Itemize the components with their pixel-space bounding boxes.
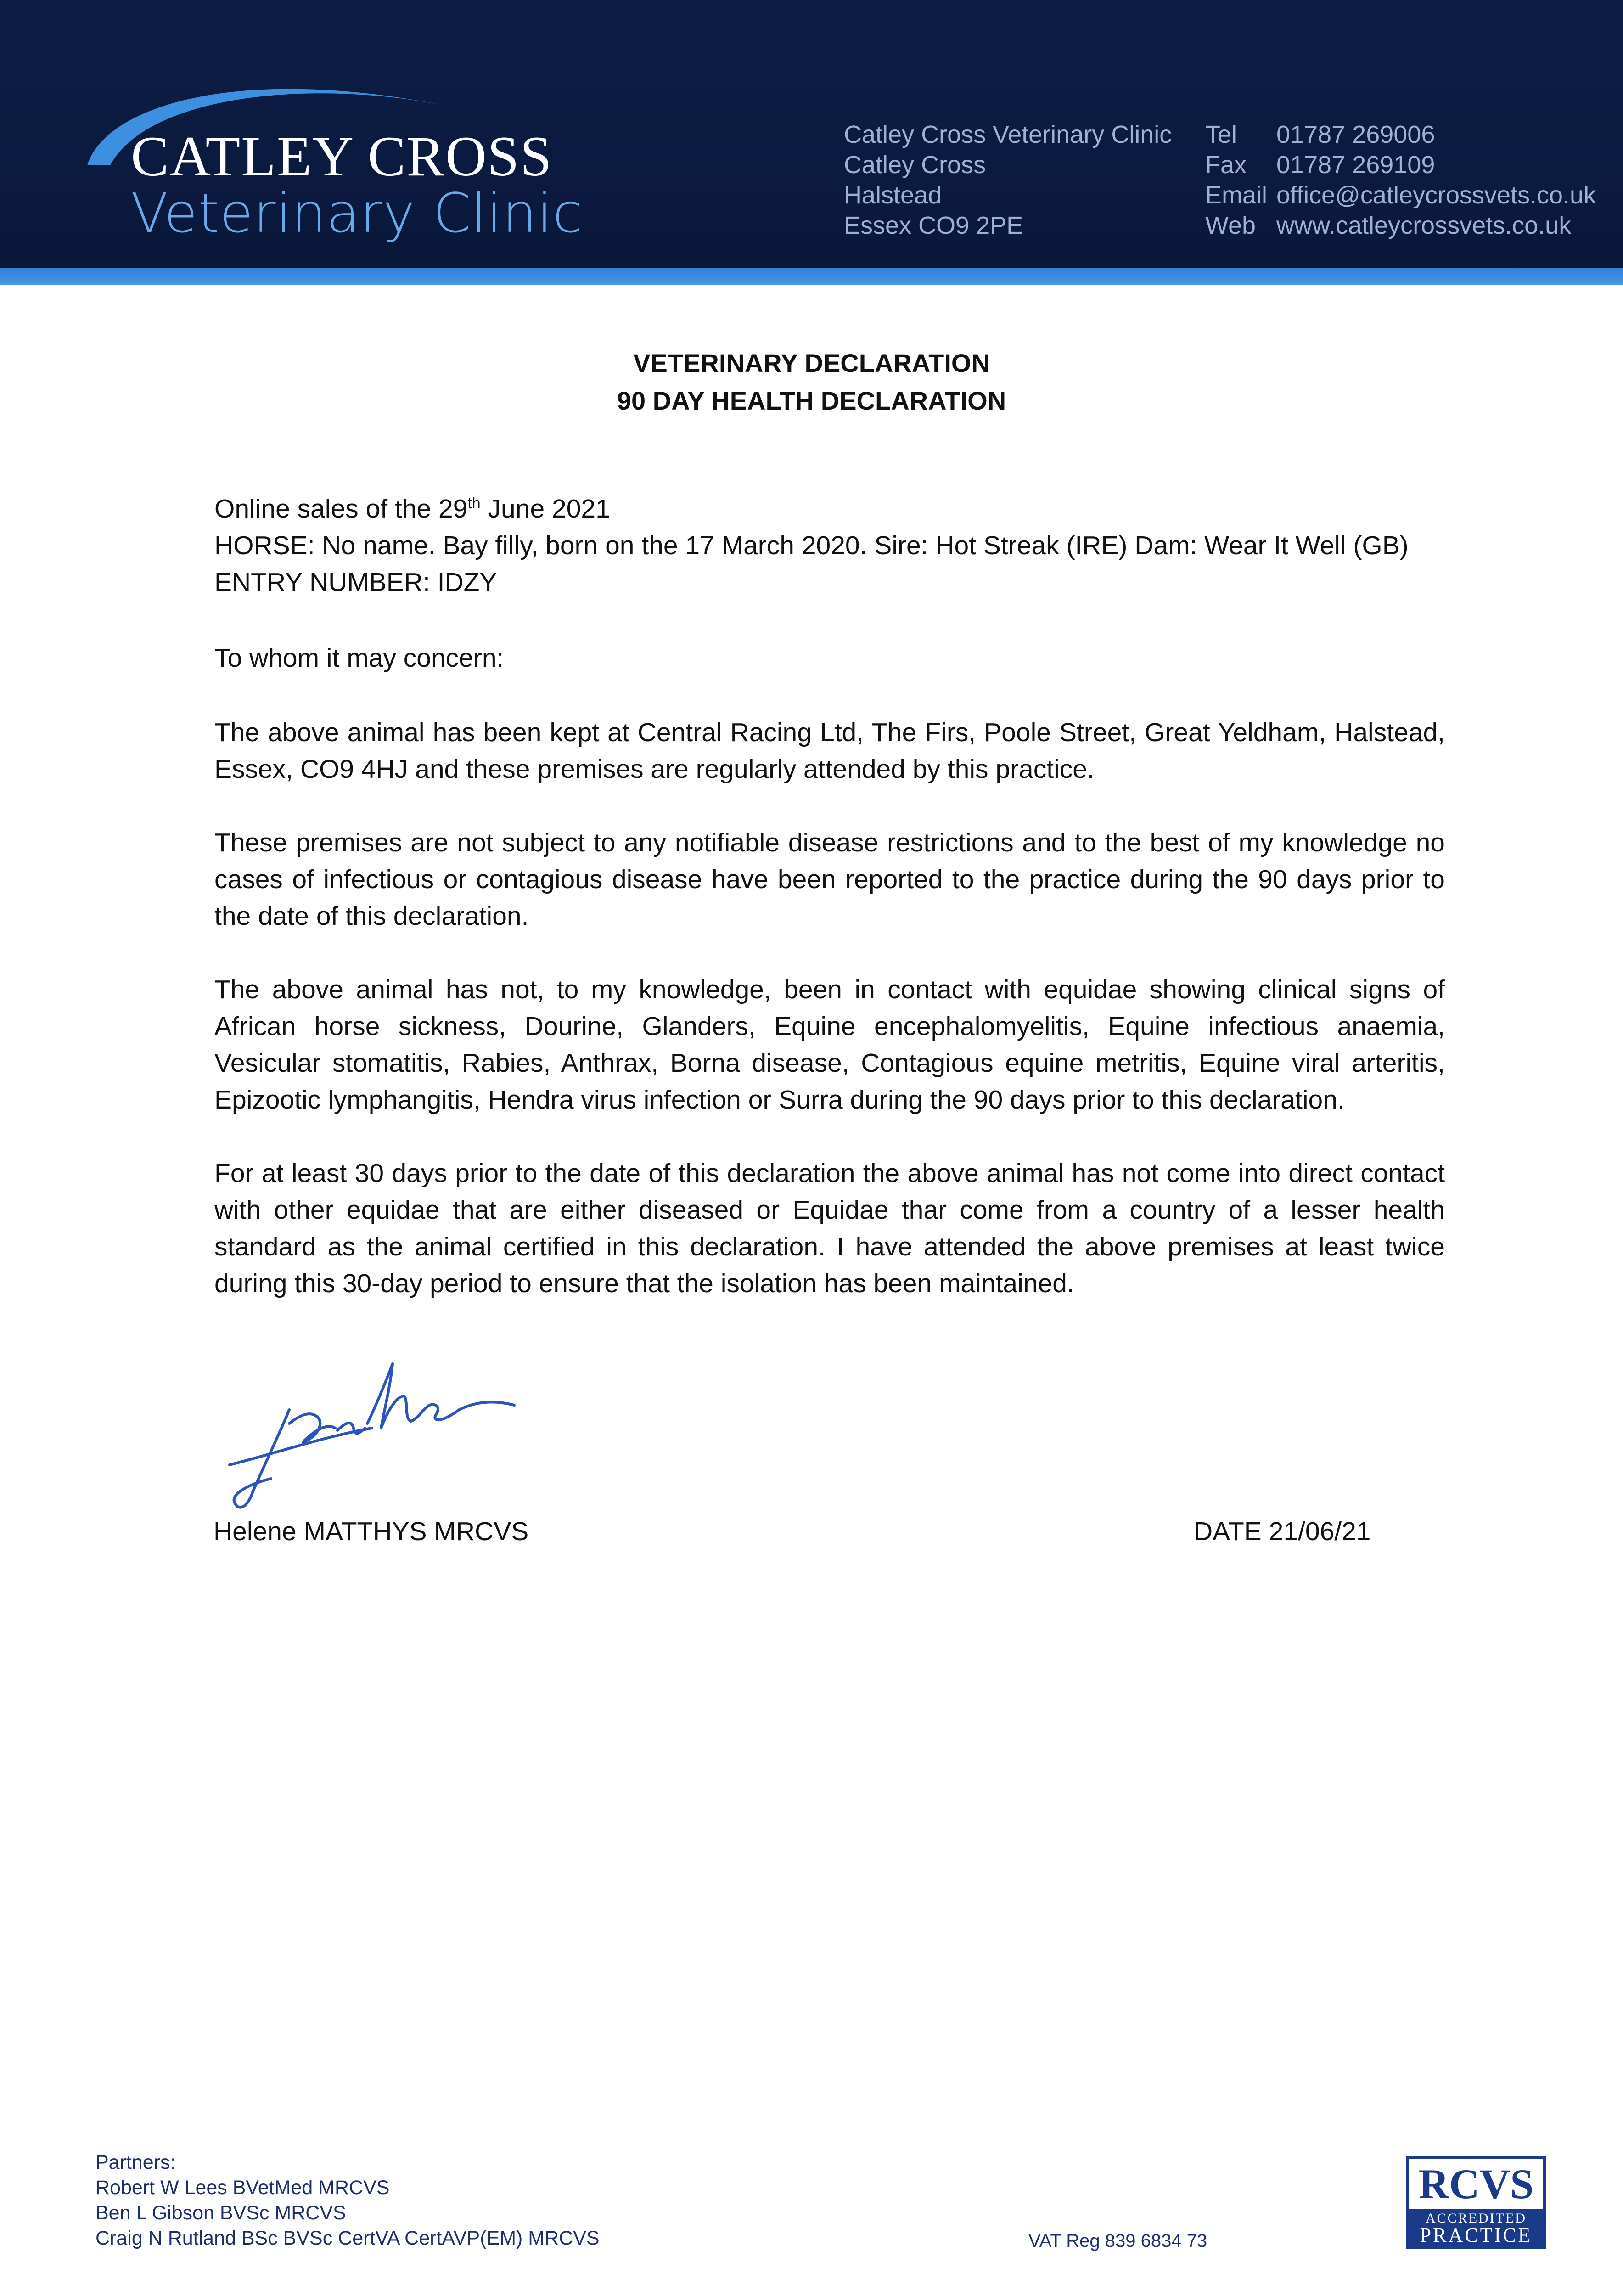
rcvs-badge-band bbox=[1409, 2209, 1543, 2245]
handwritten-signature bbox=[220, 1355, 533, 1520]
horse-line: HORSE: No name. Bay filly, born on the 17 March 2020. Sire: Hot Streak (IRE) Dam: Wear It Well (GB) bbox=[214, 531, 1409, 560]
paragraph-contact: The above animal has not, to my knowledge, been in contact with equidae showing clinical signs of African horse sickness, Dourine, Glanders, Equine encephalomyelitis, Equine infectious anaemia, Vesicular stomatitis, Rabies, Anthrax, Borna disease, Contagious equine metritis, Equine viral arteritis, Epizootic lymphangitis, Hendra virus infection or Surra during the 90 days prior to this declaration. bbox=[214, 975, 1445, 1114]
paragraph-premises: The above animal has been kept at Central Racing Ltd, The Firs, Poole Street, Great Yeldham, Halstead, Essex, CO9 4HJ and these premises are regularly attended by this practice. bbox=[214, 718, 1445, 784]
partner-line: Robert W Lees BVetMed MRCVS bbox=[95, 2177, 390, 2199]
declaration-date: DATE 21/06/21 bbox=[1194, 1517, 1371, 1546]
partner-line: Ben L Gibson BVSc MRCVS bbox=[95, 2202, 346, 2224]
document-subtitle: 90 DAY HEALTH DECLARATION bbox=[617, 386, 1006, 415]
letterhead-header bbox=[0, 0, 1623, 285]
signatory-name: Helene MATTHYS MRCVS bbox=[213, 1517, 529, 1546]
address-line: Essex CO9 2PE bbox=[844, 212, 1023, 239]
rcvs-badge-title: RCVS bbox=[1418, 2161, 1534, 2207]
address-line: Halstead bbox=[844, 181, 942, 209]
sale-ordinal: th bbox=[467, 495, 481, 512]
rcvs-accredited-badge bbox=[1406, 2156, 1546, 2249]
entry-number: ENTRY NUMBER: IDZY bbox=[214, 568, 497, 597]
contact-value-fax: 01787 269109 bbox=[1276, 151, 1435, 179]
rcvs-badge-practice: PRACTICE bbox=[1420, 2224, 1533, 2246]
partner-line: Craig N Rutland BSc BVSc CertVA CertAVP(EM) MRCVS bbox=[95, 2227, 600, 2249]
contact-value-web[interactable]: www.catleycrossvets.co.uk bbox=[1276, 212, 1572, 239]
salutation: To whom it may concern: bbox=[214, 643, 504, 673]
address-line: Catley Cross Veterinary Clinic bbox=[844, 121, 1172, 148]
contact-value-email[interactable]: office@catleycrossvets.co.uk bbox=[1276, 181, 1596, 209]
rcvs-badge-accredited: ACCREDITED bbox=[1426, 2211, 1527, 2226]
sale-suffix: June 2021 bbox=[480, 494, 610, 523]
document-title: VETERINARY DECLARATION bbox=[633, 349, 990, 377]
sale-line bbox=[214, 494, 1445, 524]
paragraph-restrictions: These premises are not subject to any notifiable disease restrictions and to the best of my knowledge no cases of infectious or contagious disease have been reported to the practice during the 90 days prior to the date of this declaration. bbox=[214, 828, 1445, 931]
sale-prefix: Online sales of the 29 bbox=[214, 494, 468, 523]
logo-subtitle: Veterinary Clinic bbox=[131, 181, 583, 245]
contact-label-web: Web bbox=[1205, 212, 1256, 239]
contact-label-tel: Tel bbox=[1205, 121, 1237, 148]
vat-registration: VAT Reg 839 6834 73 bbox=[1028, 2231, 1207, 2251]
contact-value-tel: 01787 269006 bbox=[1276, 121, 1435, 148]
contact-label-email: Email bbox=[1205, 181, 1268, 209]
paragraph-isolation: For at least 30 days prior to the date of this declaration the above animal has not come into direct contact with other equidae that are either diseased or Equidae thar come from a country of a lesser health standard as the animal certified in this declaration. I have attended the above premises at least twice during this 30-day period to ensure that the isolation has been maintained. bbox=[214, 1159, 1445, 1298]
logo-name: CATLEY CROSS bbox=[131, 125, 553, 188]
header-stripe bbox=[0, 268, 1623, 285]
contact-label-fax: Fax bbox=[1205, 151, 1247, 179]
address-line: Catley Cross bbox=[844, 151, 986, 179]
partners-label: Partners: bbox=[95, 2151, 176, 2173]
